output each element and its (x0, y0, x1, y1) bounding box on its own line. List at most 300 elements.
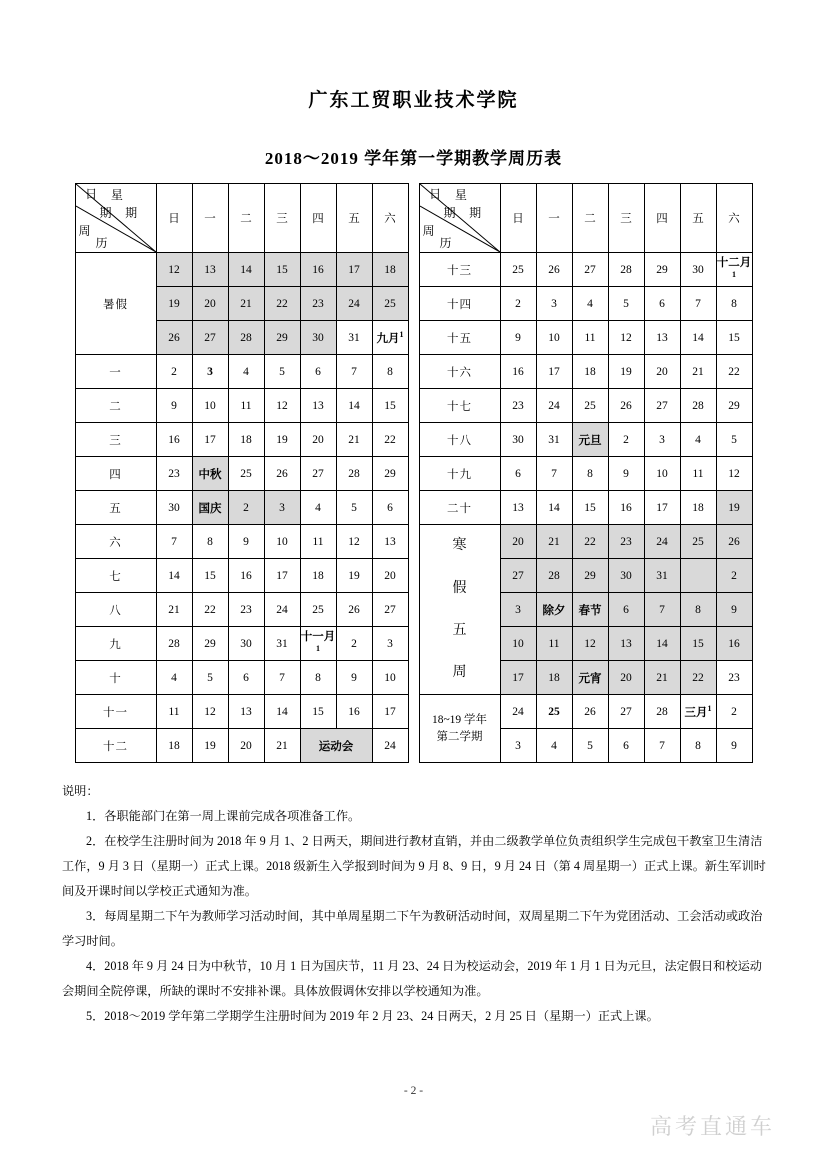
calendar-day-cell: 7 (644, 729, 680, 763)
calendar-day-cell: 9 (500, 321, 536, 355)
calendar-day-cell: 25 (680, 525, 716, 559)
calendar-day-cell: 13 (500, 491, 536, 525)
calendar-day-cell: 12 (192, 695, 228, 729)
calendar-day-cell: 14 (536, 491, 572, 525)
calendar-day-cell: 9 (228, 525, 264, 559)
calendar-day-cell: 2 (228, 491, 264, 525)
week-label-cell: 十九 (419, 457, 500, 491)
table-row (75, 559, 408, 593)
calendar-day-cell: 7 (644, 593, 680, 627)
calendar-day-cell: 24 (536, 389, 572, 423)
table-row (75, 661, 408, 695)
notes-heading: 说明： (62, 784, 99, 798)
calendar-day-cell: 13 (608, 627, 644, 661)
calendar-day-cell: 4 (536, 729, 572, 763)
calendar-tables (0, 179, 827, 763)
table-row (419, 389, 752, 423)
weekday-header-3: 三 (608, 184, 644, 253)
calendar-day-cell: 9 (608, 457, 644, 491)
calendar-day-cell: 24 (644, 525, 680, 559)
day-cell-superscript: 1 (732, 270, 736, 280)
weekday-header-2: 二 (572, 184, 608, 253)
calendar-day-cell: 11 (156, 695, 192, 729)
calendar-day-cell: 15 (264, 253, 300, 287)
calendar-day-cell: 15 (300, 695, 336, 729)
calendar-day-cell: 19 (608, 355, 644, 389)
calendar-header-row (75, 184, 408, 253)
calendar-day-cell: 6 (300, 355, 336, 389)
week-label-cell: 三 (75, 423, 156, 457)
calendar-day-cell: 27 (192, 321, 228, 355)
week-label-char: 假 (452, 580, 467, 596)
calendar-day-cell: 7 (336, 355, 372, 389)
week-label-cell: 一 (75, 355, 156, 389)
calendar-day-cell: 5 (264, 355, 300, 389)
calendar-day-cell: 14 (680, 321, 716, 355)
calendar-day-cell: 27 (372, 593, 408, 627)
calendar-day-cell: 27 (500, 559, 536, 593)
calendar-day-cell: 29 (644, 253, 680, 287)
week-label-cell: 十六 (419, 355, 500, 389)
calendar-day-cell: 3 (500, 593, 536, 627)
calendar-day-cell: 20 (500, 525, 536, 559)
calendar-day-cell: 6 (372, 491, 408, 525)
right-table-body (419, 184, 752, 763)
calendar-day-cell: 25 (300, 593, 336, 627)
calendar-day-cell (372, 321, 408, 355)
calendar-day-cell: 31 (644, 559, 680, 593)
calendar-day-cell: 13 (372, 525, 408, 559)
calendar-day-cell: 中秋 (192, 457, 228, 491)
calendar-day-cell: 12 (156, 253, 192, 287)
header-corner-cell-right (419, 184, 500, 253)
day-cell-text: 十一月 (300, 631, 336, 644)
calendar-day-cell: 25 (500, 253, 536, 287)
table-row (75, 729, 408, 763)
table-row (75, 389, 408, 423)
calendar-day-cell: 7 (264, 661, 300, 695)
calendar-day-cell: 5 (608, 287, 644, 321)
calendar-day-cell: 2 (716, 695, 752, 729)
week-label-cell: 二 (75, 389, 156, 423)
calendar-day-cell: 14 (336, 389, 372, 423)
calendar-day-cell: 6 (608, 593, 644, 627)
calendar-day-cell: 20 (192, 287, 228, 321)
calendar-day-cell: 21 (680, 355, 716, 389)
calendar-day-cell: 国庆 (192, 491, 228, 525)
calendar-day-cell: 22 (264, 287, 300, 321)
calendar-day-cell: 13 (300, 389, 336, 423)
weekday-header-3: 三 (264, 184, 300, 253)
calendar-day-cell: 27 (644, 389, 680, 423)
week-label-cell: 五 (75, 491, 156, 525)
calendar-day-cell: 21 (156, 593, 192, 627)
header-corner-cell-left (75, 184, 156, 253)
semester-calendar-right (419, 183, 753, 763)
notes-section (0, 763, 827, 1029)
table-row (419, 695, 752, 729)
calendar-day-cell: 24 (264, 593, 300, 627)
calendar-day-cell: 30 (156, 491, 192, 525)
calendar-day-cell: 28 (536, 559, 572, 593)
table-row (75, 457, 408, 491)
calendar-day-cell: 21 (536, 525, 572, 559)
calendar-day-cell: 5 (336, 491, 372, 525)
calendar-day-cell: 23 (228, 593, 264, 627)
calendar-day-cell: 17 (644, 491, 680, 525)
calendar-day-cell: 22 (572, 525, 608, 559)
calendar-day-cell: 26 (608, 389, 644, 423)
week-label-char: 周 (452, 665, 467, 681)
calendar-day-cell: 19 (336, 559, 372, 593)
calendar-day-cell: 15 (372, 389, 408, 423)
weekday-header-5: 五 (336, 184, 372, 253)
calendar-day-cell: 16 (156, 423, 192, 457)
week-label-cell: 十四 (419, 287, 500, 321)
calendar-day-cell: 8 (716, 287, 752, 321)
table-row (75, 491, 408, 525)
calendar-day-cell: 4 (156, 661, 192, 695)
day-cell-superscript: 1 (399, 329, 404, 339)
calendar-day-cell: 9 (336, 661, 372, 695)
weekday-header-4: 四 (300, 184, 336, 253)
calendar-day-cell: 18 (156, 729, 192, 763)
notes-list (62, 804, 769, 1029)
table-row (75, 695, 408, 729)
calendar-day-cell: 12 (572, 627, 608, 661)
calendar-day-cell: 11 (572, 321, 608, 355)
calendar-day-cell: 2 (336, 627, 372, 661)
table-row (75, 253, 408, 287)
calendar-day-cell: 26 (536, 253, 572, 287)
calendar-day-cell: 29 (716, 389, 752, 423)
calendar-day-cell: 6 (608, 729, 644, 763)
weekday-header-2: 二 (228, 184, 264, 253)
table-row (419, 423, 752, 457)
week-label-line: 第二学期 (436, 730, 483, 743)
week-label-line: 18~19 学年 (431, 713, 488, 726)
calendar-day-cell: 22 (680, 661, 716, 695)
calendar-day-cell: 12 (336, 525, 372, 559)
note-item-5: 5．2018～2019 学年第二学期学生注册时间为 2019 年 2 月 23、24 日两天，2 月 25 日（星期一）正式上课。 (86, 1009, 659, 1024)
calendar-day-cell: 24 (500, 695, 536, 729)
calendar-day-cell: 7 (536, 457, 572, 491)
calendar-day-cell: 2 (716, 559, 752, 593)
calendar-day-cell: 27 (300, 457, 336, 491)
calendar-day-cell: 11 (680, 457, 716, 491)
calendar-day-cell: 18 (536, 661, 572, 695)
weekday-header-5: 五 (680, 184, 716, 253)
calendar-day-cell (300, 627, 336, 661)
calendar-day-cell: 3 (644, 423, 680, 457)
table-row (75, 525, 408, 559)
calendar-day-cell (716, 253, 752, 287)
weekday-header-4: 四 (644, 184, 680, 253)
calendar-day-cell: 2 (608, 423, 644, 457)
table-row (419, 457, 752, 491)
calendar-day-cell: 10 (264, 525, 300, 559)
calendar-day-cell: 10 (372, 661, 408, 695)
calendar-day-cell: 26 (336, 593, 372, 627)
corner-label-zhou: 周 (78, 224, 91, 238)
weekday-header-0: 日 (156, 184, 192, 253)
corner-label-zhou: 周 (422, 224, 435, 238)
calendar-day-cell: 8 (192, 525, 228, 559)
calendar-day-cell: 18 (680, 491, 716, 525)
calendar-day-cell: 30 (228, 627, 264, 661)
calendar-day-cell: 6 (228, 661, 264, 695)
calendar-day-cell: 14 (228, 253, 264, 287)
calendar-day-cell: 16 (300, 253, 336, 287)
corner-label-ri: 日 (429, 187, 442, 201)
calendar-day-cell: 春节 (572, 593, 608, 627)
table-row (419, 355, 752, 389)
calendar-day-cell: 11 (536, 627, 572, 661)
calendar-day-cell: 21 (228, 287, 264, 321)
calendar-day-cell: 12 (264, 389, 300, 423)
calendar-day-cell: 16 (608, 491, 644, 525)
calendar-day-cell: 9 (716, 729, 752, 763)
calendar-day-cell: 20 (608, 661, 644, 695)
calendar-day-cell: 14 (264, 695, 300, 729)
calendar-day-cell: 15 (680, 627, 716, 661)
table-row (419, 253, 752, 287)
corner-label-xingqi: 星 (110, 188, 123, 202)
calendar-day-cell: 20 (228, 729, 264, 763)
calendar-day-cell: 15 (192, 559, 228, 593)
calendar-day-cell: 21 (644, 661, 680, 695)
calendar-day-cell: 31 (336, 321, 372, 355)
calendar-day-cell: 5 (716, 423, 752, 457)
calendar-day-cell: 6 (644, 287, 680, 321)
table-row (75, 593, 408, 627)
calendar-day-cell: 17 (536, 355, 572, 389)
calendar-day-cell: 30 (680, 253, 716, 287)
calendar-day-cell: 26 (264, 457, 300, 491)
week-label-cell: 暑假 (75, 253, 156, 355)
weekday-header-6: 六 (716, 184, 752, 253)
calendar-day-cell: 13 (192, 253, 228, 287)
page-subtitle: 2018～2019 学年第一学期教学周历表 (264, 149, 563, 168)
calendar-day-cell: 20 (372, 559, 408, 593)
calendar-day-cell: 14 (156, 559, 192, 593)
week-label-char: 五 (452, 622, 467, 638)
calendar-day-cell: 8 (372, 355, 408, 389)
calendar-day-cell: 15 (716, 321, 752, 355)
calendar-day-cell: 11 (300, 525, 336, 559)
day-cell-superscript: 1 (316, 644, 320, 654)
calendar-day-cell: 8 (300, 661, 336, 695)
week-label-char: 寒 (452, 538, 467, 554)
note-item-3: 3．每周星期二下午为教师学习活动时间，其中单周星期二下午为教研活动时间，双周星期二下午为党团活动、工会活动或政治学习时间。 (62, 909, 763, 949)
week-label-cell: 十一 (75, 695, 156, 729)
calendar-day-cell: 30 (500, 423, 536, 457)
calendar-day-cell: 4 (572, 287, 608, 321)
weekday-header-1: 一 (192, 184, 228, 253)
note-item-1: 1．各职能部门在第一周上课前完成各项准备工作。 (86, 809, 361, 824)
calendar-day-cell: 19 (264, 423, 300, 457)
week-label-cell: 二十 (419, 491, 500, 525)
calendar-day-cell: 16 (716, 627, 752, 661)
calendar-day-cell: 22 (192, 593, 228, 627)
weekday-header-0: 日 (500, 184, 536, 253)
day-cell-text: 十二月 (716, 257, 752, 270)
calendar-day-cell: 23 (300, 287, 336, 321)
calendar-day-cell: 28 (156, 627, 192, 661)
calendar-day-cell: 6 (500, 457, 536, 491)
week-label-cell: 七 (75, 559, 156, 593)
note-item-2: 2．在校学生注册时间为 2018 年 9 月 1、2 日两天，期间进行教材直销，并由二级教学单位负责组织学生完成包干教室卫生清洁工作，9 月 3 日（星期一）正式上课。2018 级新生入学报到时间为 9 月 8、9 日，9 月 24 日（第 4 周星期一）正式上课。新生军训时间及开课时间以学校正式通知为准。 (62, 834, 766, 899)
calendar-day-cell: 15 (572, 491, 608, 525)
calendar-day-cell: 22 (716, 355, 752, 389)
calendar-day-cell: 23 (156, 457, 192, 491)
calendar-day-cell: 24 (336, 287, 372, 321)
calendar-day-cell: 16 (336, 695, 372, 729)
calendar-day-cell: 20 (300, 423, 336, 457)
calendar-day-cell: 28 (644, 695, 680, 729)
calendar-day-cell: 30 (608, 559, 644, 593)
calendar-day-cell: 14 (644, 627, 680, 661)
calendar-day-cell: 29 (192, 627, 228, 661)
calendar-day-cell: 运动会 (300, 729, 372, 763)
calendar-day-cell: 16 (228, 559, 264, 593)
table-row (75, 627, 408, 661)
weekday-header-6: 六 (372, 184, 408, 253)
calendar-day-cell: 17 (500, 661, 536, 695)
week-label-cell: 十三 (419, 253, 500, 287)
calendar-day-cell: 4 (300, 491, 336, 525)
calendar-day-cell: 25 (228, 457, 264, 491)
week-label-vertical (420, 525, 500, 694)
calendar-day-cell: 18 (228, 423, 264, 457)
calendar-day-cell: 13 (228, 695, 264, 729)
calendar-day-cell: 17 (336, 253, 372, 287)
calendar-day-cell: 3 (536, 287, 572, 321)
day-cell-text: 九月 (376, 332, 400, 345)
corner-label-xingqi: 星 (454, 188, 467, 202)
left-table-body (75, 184, 408, 763)
corner-label-li: 历 (439, 236, 452, 250)
calendar-day-cell (680, 695, 716, 729)
calendar-day-cell: 24 (372, 729, 408, 763)
week-label-cell: 十八 (419, 423, 500, 457)
week-label-cell: 四 (75, 457, 156, 491)
table-row (75, 423, 408, 457)
page-number: - 2 - (403, 1085, 424, 1097)
calendar-day-cell: 17 (264, 559, 300, 593)
note-item-4: 4．2018 年 9 月 24 日为中秋节，10 月 1 日为国庆节，11 月 23、24 日为校运动会，2019 年 1 月 1 日为元旦，法定假日和校运动会期间全院停课，所缺的课时不安排补课。具体放假调休安排以学校通知为准。 (62, 959, 762, 999)
calendar-day-cell: 25 (536, 695, 572, 729)
calendar-day-cell: 13 (644, 321, 680, 355)
week-label-cell: 九 (75, 627, 156, 661)
calendar-day-cell: 10 (500, 627, 536, 661)
calendar-day-cell: 30 (300, 321, 336, 355)
corner-label-qi2: 期 (469, 206, 482, 220)
week-label-cell: 八 (75, 593, 156, 627)
calendar-day-cell: 18 (372, 253, 408, 287)
calendar-day-cell: 8 (572, 457, 608, 491)
table-row (419, 287, 752, 321)
weekday-header-1: 一 (536, 184, 572, 253)
calendar-day-cell: 元旦 (572, 423, 608, 457)
calendar-day-cell: 11 (228, 389, 264, 423)
day-cell-superscript: 1 (707, 703, 712, 713)
day-cell-text: 三月 (684, 706, 708, 719)
week-label-cell: 十二 (75, 729, 156, 763)
calendar-day-cell: 31 (536, 423, 572, 457)
corner-label-ri: 日 (85, 187, 98, 201)
calendar-day-cell: 27 (572, 253, 608, 287)
calendar-day-cell: 12 (608, 321, 644, 355)
table-row (419, 525, 752, 559)
calendar-day-cell: 25 (572, 389, 608, 423)
calendar-day-cell: 3 (372, 627, 408, 661)
calendar-day-cell: 28 (228, 321, 264, 355)
table-row (75, 355, 408, 389)
calendar-day-cell: 5 (192, 661, 228, 695)
calendar-day-cell: 10 (192, 389, 228, 423)
calendar-day-cell: 4 (228, 355, 264, 389)
corner-label-li: 历 (95, 236, 108, 250)
calendar-day-cell: 5 (572, 729, 608, 763)
calendar-day-cell: 17 (192, 423, 228, 457)
calendar-day-cell: 28 (680, 389, 716, 423)
calendar-day-cell: 3 (500, 729, 536, 763)
table-row (419, 321, 752, 355)
calendar-day-cell: 27 (608, 695, 644, 729)
calendar-day-cell: 26 (572, 695, 608, 729)
calendar-day-cell: 3 (192, 355, 228, 389)
calendar-day-cell: 29 (572, 559, 608, 593)
calendar-day-cell: 23 (500, 389, 536, 423)
calendar-day-cell: 8 (680, 729, 716, 763)
calendar-day-cell: 25 (372, 287, 408, 321)
calendar-day-cell: 10 (644, 457, 680, 491)
calendar-day-cell: 22 (372, 423, 408, 457)
week-label-cell (419, 695, 500, 763)
calendar-day-cell: 元宵 (572, 661, 608, 695)
calendar-day-cell: 除夕 (536, 593, 572, 627)
calendar-day-cell: 3 (264, 491, 300, 525)
table-row (419, 491, 752, 525)
calendar-day-cell: 16 (500, 355, 536, 389)
calendar-day-cell: 26 (716, 525, 752, 559)
calendar-day-cell: 2 (156, 355, 192, 389)
calendar-day-cell: 7 (680, 287, 716, 321)
calendar-day-cell: 8 (680, 593, 716, 627)
calendar-day-cell: 28 (336, 457, 372, 491)
calendar-day-cell (680, 559, 716, 593)
calendar-header-row (419, 184, 752, 253)
week-label-cell: 六 (75, 525, 156, 559)
calendar-day-cell: 18 (572, 355, 608, 389)
week-label-cell (419, 525, 500, 695)
week-label-cell: 十 (75, 661, 156, 695)
calendar-day-cell: 12 (716, 457, 752, 491)
calendar-day-cell: 19 (156, 287, 192, 321)
week-label-cell: 十五 (419, 321, 500, 355)
week-label-cell: 十七 (419, 389, 500, 423)
calendar-day-cell: 18 (300, 559, 336, 593)
calendar-day-cell: 23 (608, 525, 644, 559)
calendar-day-cell: 21 (336, 423, 372, 457)
calendar-day-cell: 31 (264, 627, 300, 661)
calendar-day-cell: 19 (716, 491, 752, 525)
calendar-day-cell: 29 (372, 457, 408, 491)
calendar-day-cell: 10 (536, 321, 572, 355)
calendar-day-cell: 20 (644, 355, 680, 389)
calendar-day-cell: 23 (716, 661, 752, 695)
